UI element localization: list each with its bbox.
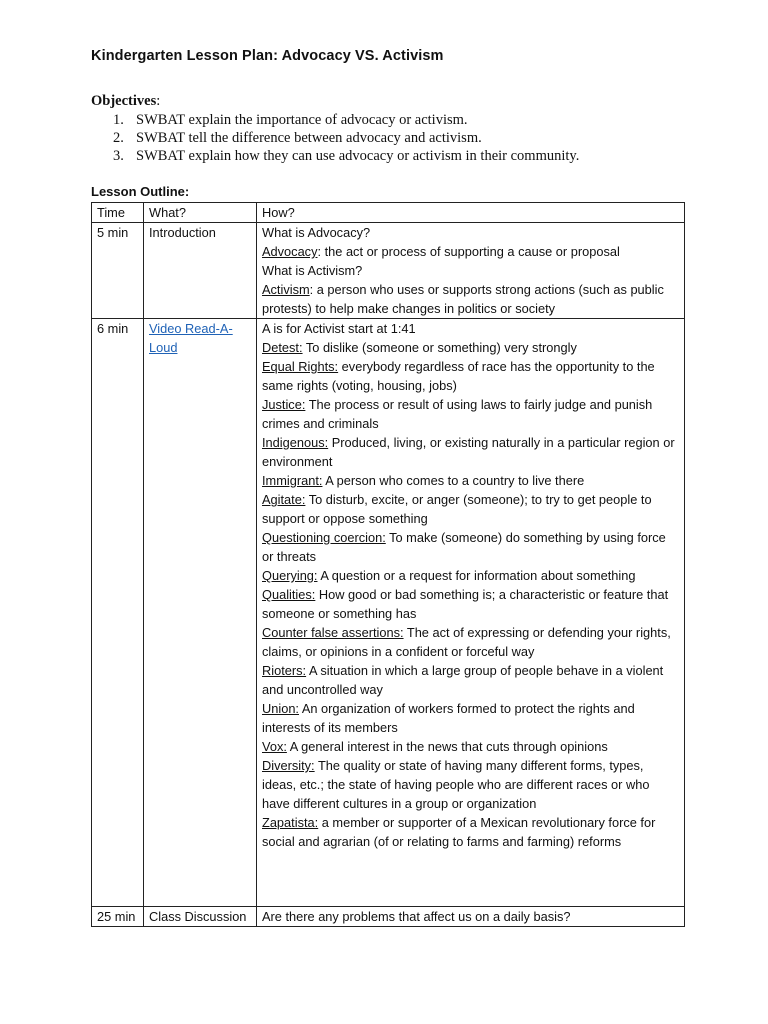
vocabulary-definition: To disturb, excite, or anger (someone); to try to get people to support or oppose something [262, 492, 652, 526]
lesson-outline-heading: Lesson Outline: [91, 184, 190, 199]
vocabulary-definition: How good or bad something is; a characteristic or feature that someone or something has [262, 587, 669, 621]
objective-text: SWBAT tell the difference between advocacy and activism. [136, 130, 482, 146]
objectives-heading-line [91, 92, 579, 111]
vocabulary-term-item [262, 566, 680, 585]
vocabulary-definition: A person who comes to a country to live there [322, 473, 585, 488]
table-row-video [92, 319, 685, 907]
lesson-outline-table [91, 202, 685, 927]
vocabulary-term-item [262, 623, 680, 661]
what-cell: Introduction [144, 223, 257, 319]
objective-number: 3. [113, 148, 124, 164]
vocabulary-term: Union: [262, 701, 299, 716]
how-cell [257, 319, 685, 907]
vocabulary-term-item [262, 338, 680, 357]
vocabulary-term: Querying: [262, 568, 318, 583]
page-title: Kindergarten Lesson Plan: Advocacy VS. Activism [91, 48, 444, 64]
time-cell: 6 min [92, 319, 144, 907]
video-read-a-loud-link[interactable]: Video Read-A-Loud [149, 321, 233, 355]
term-activism: Activism [262, 282, 310, 297]
vocabulary-definition: A question or a request for information about something [317, 568, 636, 583]
video-start-line: A is for Activist start at 1:41 [262, 321, 416, 336]
objective-number: 1. [113, 112, 124, 128]
activism-definition [262, 280, 680, 318]
table-row-introduction [92, 223, 685, 319]
vocabulary-definition: A situation in which a large group of people behave in a violent and uncontrolled way [262, 663, 664, 697]
what-cell: Class Discussion [144, 907, 257, 927]
vocabulary-term: Rioters: [262, 663, 307, 678]
how-cell: Are there any problems that affect us on a daily basis? [257, 907, 685, 927]
advocacy-question: What is Advocacy? [262, 225, 371, 240]
vocabulary-term-item [262, 756, 680, 813]
objectives-list [91, 111, 579, 165]
vocabulary-term-item [262, 813, 680, 851]
header-what: What? [144, 203, 257, 223]
vocabulary-term-item [262, 699, 680, 737]
activism-question: What is Activism? [262, 263, 363, 278]
vocabulary-term-item [262, 585, 680, 623]
objective-item [91, 147, 579, 165]
vocabulary-definition: Produced, living, or existing naturally in a particular region or environment [262, 435, 675, 469]
objective-text: SWBAT explain the importance of advocacy or activism. [136, 112, 468, 128]
table-row-discussion [92, 907, 685, 927]
vocabulary-term-item [262, 528, 680, 566]
time-cell: 25 min [92, 907, 144, 927]
vocabulary-term: Questioning coercion: [262, 530, 386, 545]
vocabulary-definition: The process or result of using laws to fairly judge and punish crimes and criminals [262, 397, 653, 431]
vocabulary-definition: The quality or state of having many different forms, types, ideas, etc.; the state of having people who are different races or who have different cultures in a group or organization [262, 758, 650, 811]
header-time: Time [92, 203, 144, 223]
objectives-section [91, 92, 579, 165]
vocabulary-term: Diversity: [262, 758, 315, 773]
objective-number: 2. [113, 130, 124, 146]
vocabulary-term: Immigrant: [262, 473, 323, 488]
vocabulary-term-item [262, 357, 680, 395]
vocabulary-term-item [262, 433, 680, 471]
definition-text: : the act or process of supporting a cause or proposal [317, 244, 620, 259]
table-header-row [92, 203, 685, 223]
header-how: How? [257, 203, 685, 223]
vocabulary-term: Equal Rights: [262, 359, 339, 374]
vocabulary-term-item [262, 395, 680, 433]
vocabulary-definition: everybody regardless of race has the opportunity to the same rights (voting, housing, jobs) [262, 359, 655, 393]
vocabulary-definition: A general interest in the news that cuts through opinions [286, 739, 608, 754]
vocabulary-term: Agitate: [262, 492, 306, 507]
vocabulary-term: Indigenous: [262, 435, 329, 450]
vocabulary-definition: a member or supporter of a Mexican revolutionary force for social and agrarian (of or relating to farms and farming) reforms [262, 815, 656, 849]
vocabulary-term-item [262, 737, 680, 756]
objectives-heading-colon: : [156, 93, 161, 109]
objective-item [91, 129, 579, 147]
vocabulary-term-item [262, 661, 680, 699]
definition-text: : a person who uses or supports strong actions (such as public protests) to help make changes in politics or society [262, 282, 664, 316]
vocabulary-definition: The act of expressing or defending your rights, claims, or opinions in a confident or forceful way [262, 625, 671, 659]
vocabulary-list [262, 338, 680, 851]
vocabulary-term: Justice: [262, 397, 306, 412]
how-cell [257, 223, 685, 319]
vocabulary-term: Qualities: [262, 587, 316, 602]
objective-item [91, 111, 579, 129]
vocabulary-term-item [262, 490, 680, 528]
advocacy-definition [262, 242, 680, 261]
vocabulary-term: Detest: [262, 340, 303, 355]
vocabulary-definition: To dislike (someone or something) very strongly [302, 340, 577, 355]
objectives-heading: Objectives [91, 93, 157, 109]
time-cell: 5 min [92, 223, 144, 319]
vocabulary-term: Counter false assertions: [262, 625, 404, 640]
vocabulary-term-item [262, 471, 680, 490]
what-cell [144, 319, 257, 907]
vocabulary-definition: To make (someone) do something by using force or threats [262, 530, 666, 564]
vocabulary-definition: An organization of workers formed to protect the rights and interests of its members [262, 701, 635, 735]
term-advocacy: Advocacy [262, 244, 318, 259]
vocabulary-term: Vox: [262, 739, 287, 754]
vocabulary-term: Zapatista: [262, 815, 319, 830]
objective-text: SWBAT explain how they can use advocacy or activism in their community. [136, 148, 580, 164]
